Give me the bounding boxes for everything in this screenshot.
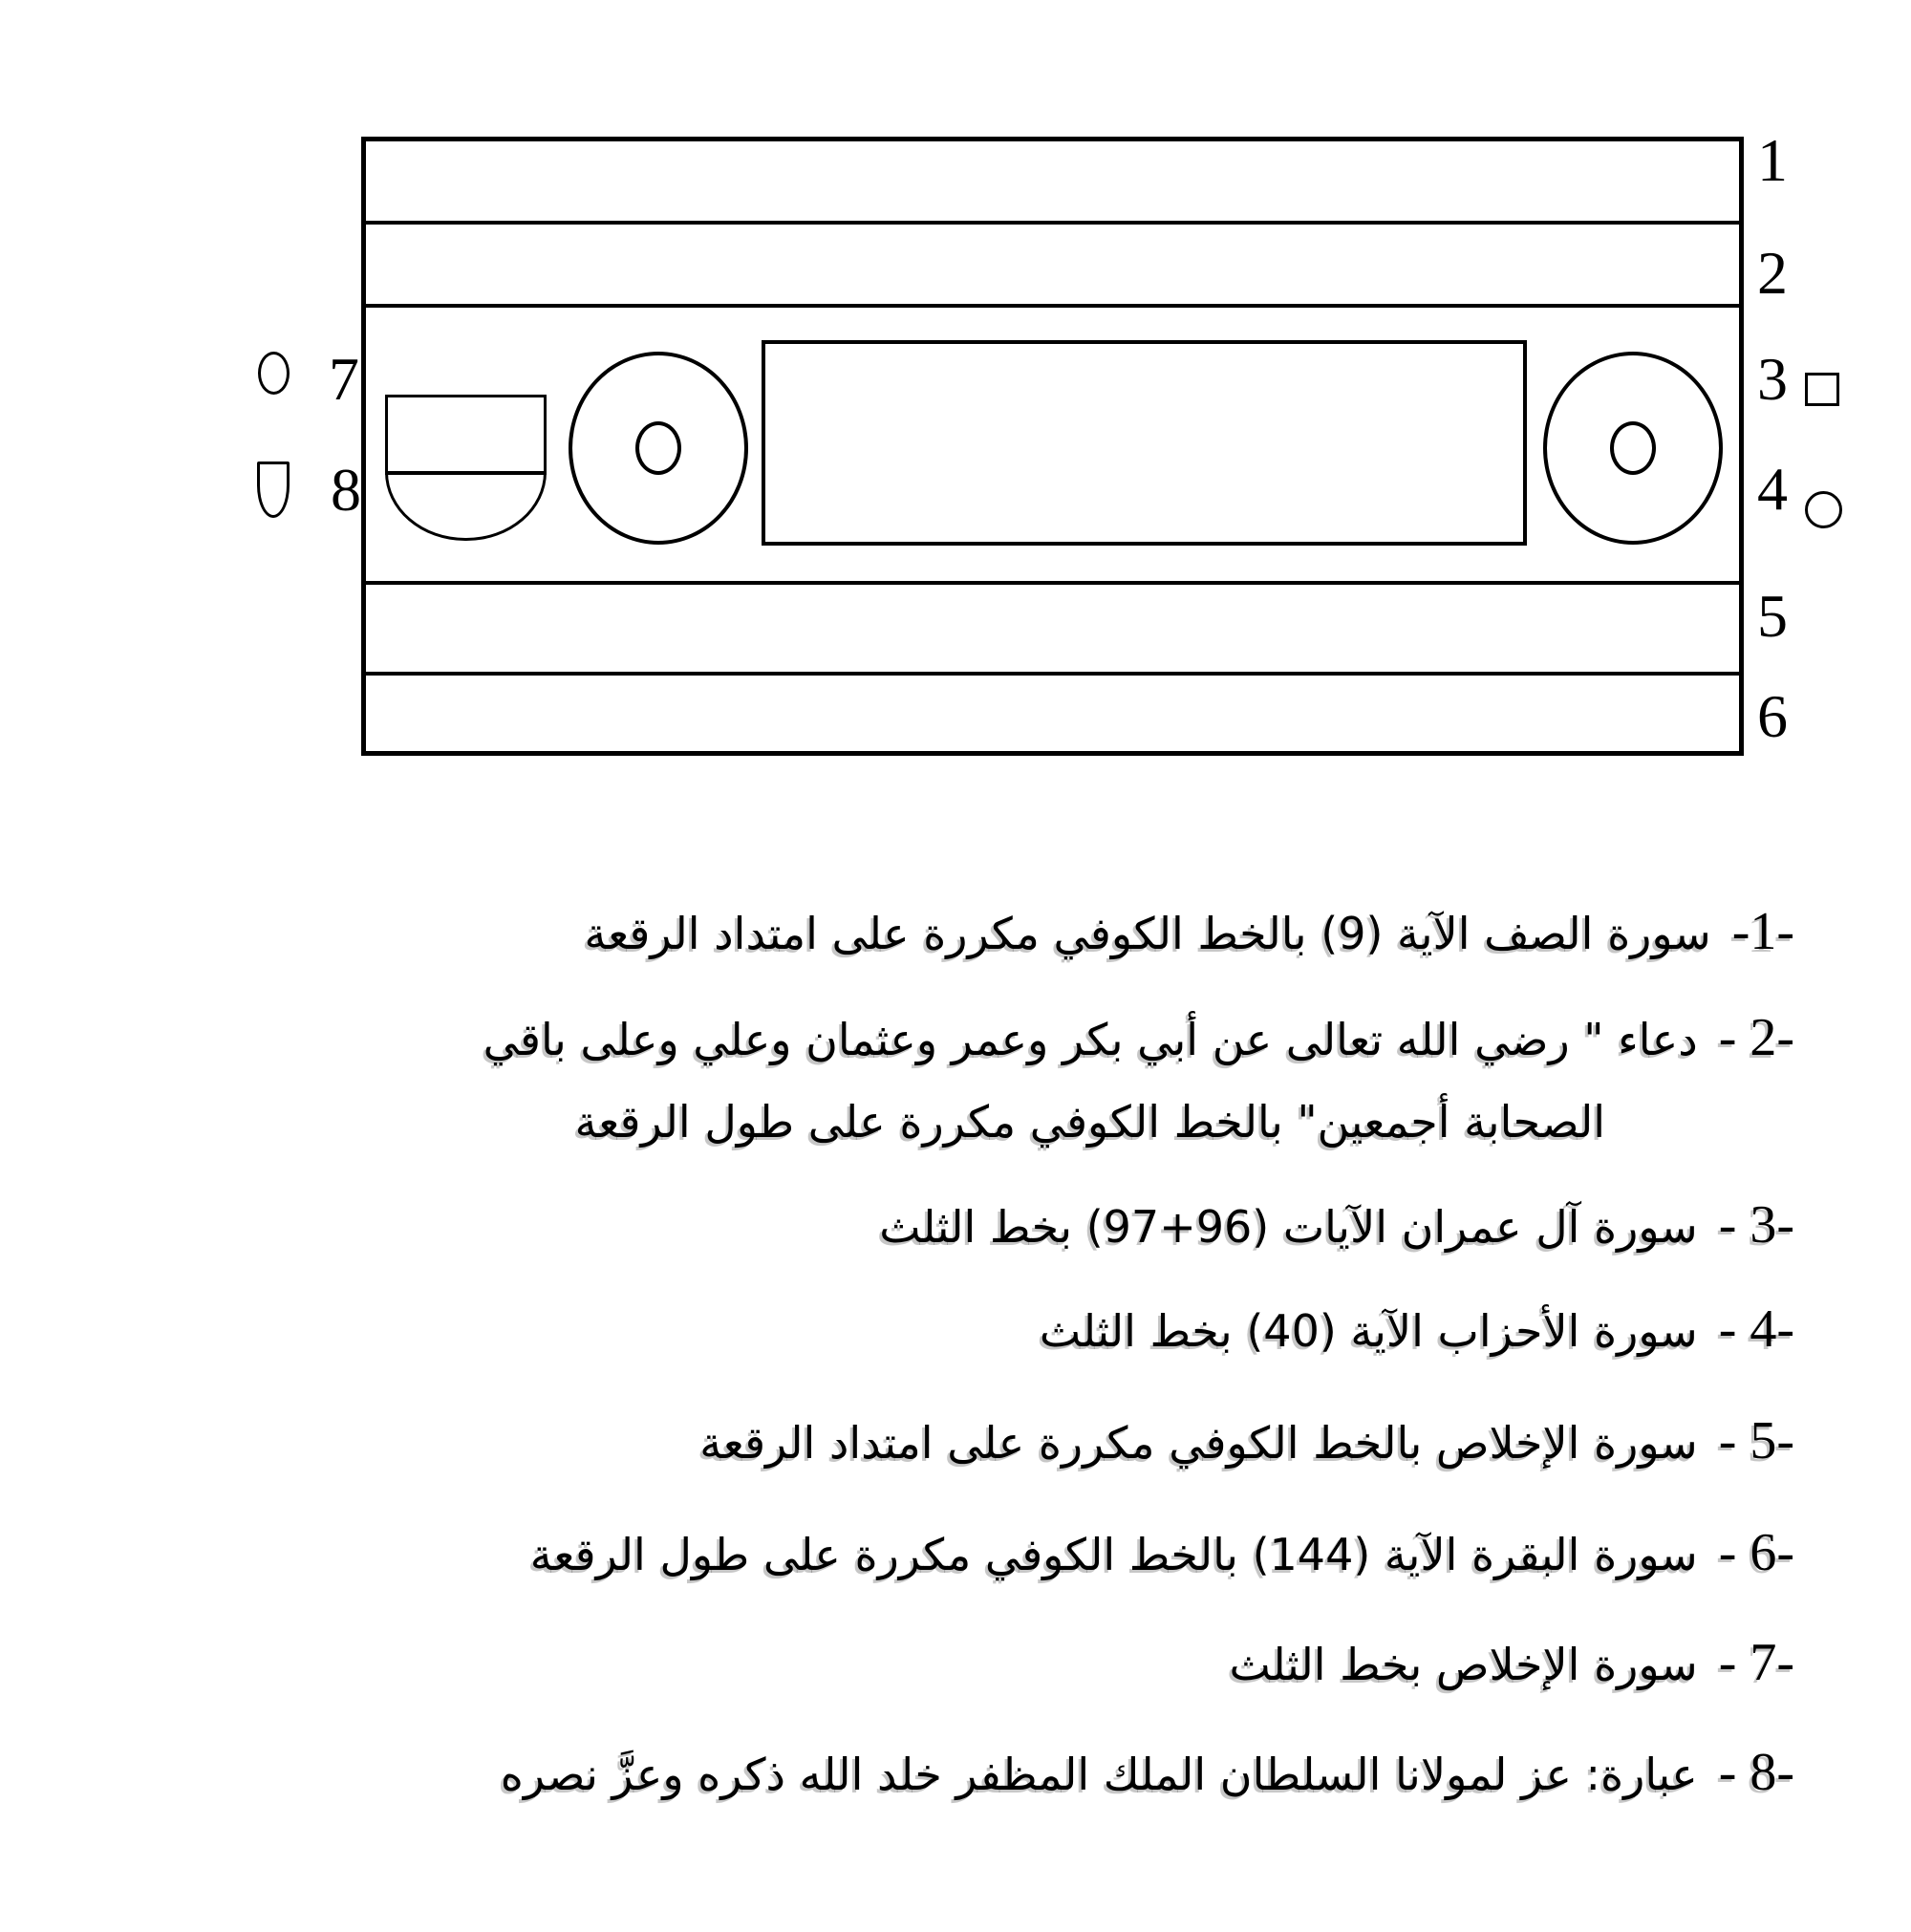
legend-item-7: [1229, 1629, 1794, 1696]
side-label-8: 8: [331, 456, 361, 524]
item-text: عبارة: عز لمولانا السلطان الملك المظفر خلد الله ذكره وعزَّ نصره: [500, 1749, 1698, 1800]
item-marker: -8 -: [1718, 1743, 1794, 1802]
band-label-5: 5: [1757, 582, 1788, 650]
band-divider-line-3: [366, 581, 1739, 585]
item-marker: -5 -: [1718, 1411, 1794, 1470]
item-text: الصحابة أجمعين" بالخط الكوفي مكررة على طول الرقعة: [574, 1096, 1605, 1148]
legend-item-5: [699, 1407, 1794, 1474]
item-marker: -6 -: [1718, 1523, 1794, 1582]
legend-item-8: [501, 1739, 1794, 1806]
bullet-marker-icon: [257, 462, 290, 518]
arch-divider-line: [385, 471, 547, 475]
item-text: دعاء " رضي الله تعالى عن أبي بكر وعمر وعثمان وعلي وعلى باقي: [483, 1014, 1698, 1065]
item-text: سورة آل عمران الآيات (96+97) بخط الثلث: [879, 1201, 1698, 1253]
circle-marker-icon: [1805, 491, 1842, 528]
legend-item-2-line-1: [483, 1004, 1794, 1071]
square-marker-icon: [1805, 373, 1839, 406]
item-marker: -4 -: [1718, 1299, 1794, 1359]
item-text: سورة الإخلاص بخط الثلث: [1229, 1639, 1698, 1690]
item-text: سورة الإخلاص بالخط الكوفي مكررة على امتداد الرقعة: [699, 1417, 1698, 1469]
side-label-7: 7: [329, 345, 359, 413]
ellipse-marker-icon: [258, 352, 290, 395]
item-text: سورة الصف الآية (9) بالخط الكوفي مكررة على امتداد الرقعة: [584, 908, 1711, 959]
band-label-2: 2: [1757, 239, 1788, 307]
item-marker: -7 -: [1718, 1633, 1794, 1692]
band-divider-line-2: [366, 304, 1739, 308]
legend: [361, 898, 1794, 1854]
inscription-band-diagram: [361, 137, 1744, 756]
item-marker: -1-: [1731, 902, 1794, 961]
item-text: سورة الأحزاب الآية (40) بخط الثلث: [1039, 1305, 1698, 1357]
legend-item-4: [1040, 1296, 1794, 1363]
legend-item-6: [530, 1519, 1794, 1586]
central-inscription-panel: [762, 340, 1527, 546]
arch-shape: [385, 395, 547, 541]
band-label-4: 4: [1757, 455, 1788, 523]
legend-item-1: [585, 898, 1794, 965]
band-label-3: 3: [1757, 345, 1788, 413]
legend-item-3: [879, 1191, 1794, 1258]
item-marker: -3 -: [1718, 1195, 1794, 1255]
rosette-center-icon: [1610, 421, 1656, 475]
item-text: سورة البقرة الآية (144) بالخط الكوفي مكررة على طول الرقعة: [529, 1529, 1698, 1580]
band-divider-line-4: [366, 672, 1739, 676]
rosette-left: [569, 352, 748, 545]
band-divider-line-1: [366, 221, 1739, 225]
band-label-6: 6: [1757, 682, 1788, 750]
item-marker: -2 -: [1718, 1008, 1794, 1067]
rosette-center-icon: [635, 421, 681, 475]
rosette-right: [1543, 352, 1723, 545]
band-label-1: 1: [1757, 126, 1788, 194]
legend-item-2-line-2: [575, 1088, 1794, 1155]
